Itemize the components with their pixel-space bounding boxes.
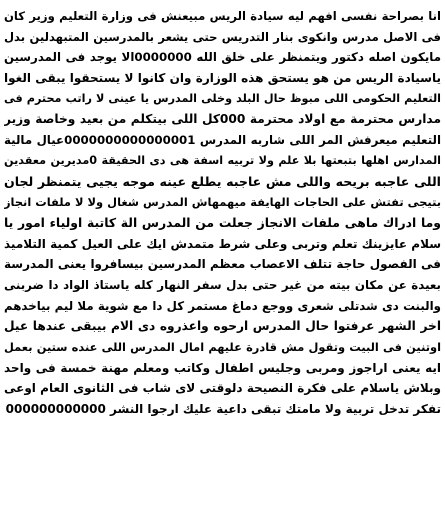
forum-post-text [4, 6, 441, 420]
text-line: والبنت دى شدتلى شعرى ووجع دماغ مستمر كل دا مع شوية ملا ليم بياخدهم [4, 298, 441, 313]
text-line: سلام عايزينك تعلم وتربى وعلى شرط متمدش ايك على العيل كمية التلاميذ [4, 236, 441, 251]
text-line: انا بصراحة نفسى افهم ليه سيادة الريس مبيعنش فى وزارة التعليم وزير كان [4, 9, 441, 23]
text-line: التعليم الحكومى اللى مبوظ حال البلد وخلى المدرس يا عينى لا راتب محترم فى [4, 91, 441, 105]
text-line: بتيجى تفتش على الحاجات الهايفة ميهمهاش المدرس شغال ولا لا ملفات انجاز [4, 195, 441, 210]
text-line: ايه يعنى اراجوز ومربى وجليس اطفال وكاتب ومعلم مهنة خمسة فى واحد [4, 360, 441, 375]
text-line: فى الفصول حاجة تتلف الاعصاب معظم المدرسين بيسافروا يعنى المدرسة [4, 257, 441, 272]
text-line: بعيدة عن مكان بيته من غير حتى بدل سفر النهار كله ياستاذ الواد دا ضربنى [4, 277, 441, 292]
text-line: وبلاش ياسلام على فكرة النصيحة دلوقتى لاى شاب فى الثانوى العام اوعى [4, 381, 441, 396]
text-line: اوتنين فى البيت وتقول مش قادرة عليهم امال المدرس اللى عنده ستين بعمل [4, 340, 441, 354]
text-line: اللى عاجبه بريحه واللى مش عاجبه يطلع عينه موجه يجيى يتمنظر لجان [4, 173, 441, 189]
text-line: اخر الشهر عرفتوا حال المدرس ارحوه واعذروه دى الام بيبقى عندها عيل [4, 319, 441, 334]
text-line: فى الاصل مدرس وانكوى بنار التدريس حتى يشعر بالمدرسين المتبهدلين بدل [4, 29, 441, 44]
text-line: تفكر تدخل تربية ولا مامتك تبقى داعية عليك ارجوا النشر 000000000000 [5, 402, 441, 417]
text-line: مايكون اصله دكتور ويتمنظر على خلق الله 0000000الا يوجد فى المدرسين [4, 50, 441, 65]
text-line: التعليم ميعرفش المر اللى شاربه المدرس 0000000000000001عيال مالية [4, 133, 441, 148]
text-line: وما ادراك ماهى ملفات الانجاز جعلت من المدرس الة كاتبة اولياء امور يا [4, 214, 441, 230]
text-line: المدارس اهلها بتبعتها بلا علم ولا تربيه اسفة هى دى الحقيقة 0مديرين معقدين [4, 153, 441, 167]
text-line: مدارس محترمة مع اولاد محترمة 000كل اللى بيتكلم من بعيد وخاصة وزير [4, 112, 441, 127]
text-line: ياسيادة الريس من هو يستحق هذه الوزارة وان كانوا لا يستحقوا يبقى الغوا [4, 71, 441, 86]
